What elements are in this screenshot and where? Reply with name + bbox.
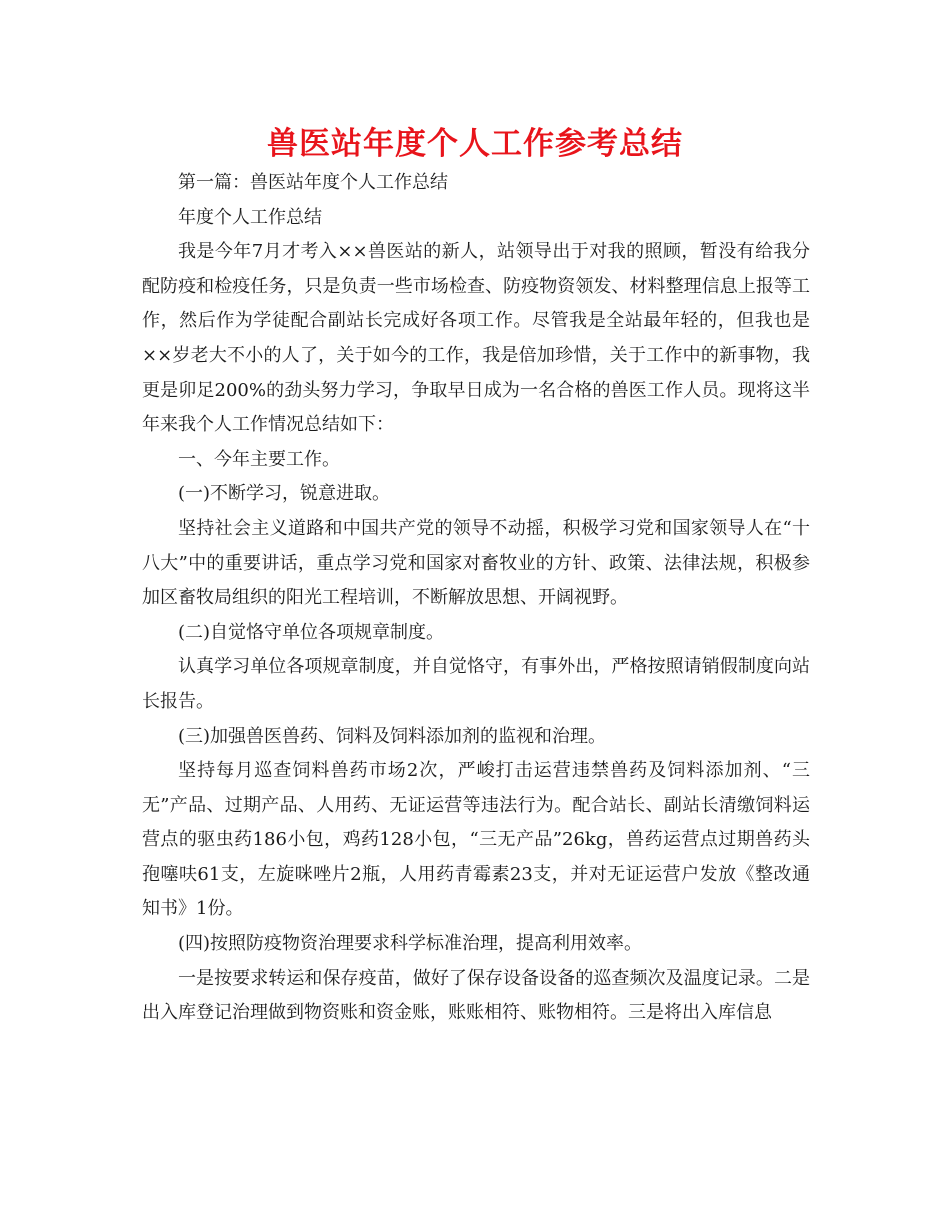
paragraph: 认真学习单位各项规章制度，并自觉恪守，有事外出，严格按照请销假制度向站长报告。 <box>142 656 810 712</box>
document-title: 兽医站年度个人工作参考总结 <box>267 126 683 162</box>
paragraph: (二)自觉恪守单位各项规章制度。 <box>178 621 445 643</box>
paragraph: (四)按照防疫物资治理要求科学标准治理，提高利用效率。 <box>178 933 643 955</box>
paragraph: 一、今年主要工作。 <box>178 448 340 470</box>
document-body <box>142 166 810 1031</box>
paragraph: 一是按要求转运和保存疫苗，做好了保存设备设备的巡查频次及温度记录。二是出入库登记治理做到物资账和资金账，账账相符、账物相符。三是将出入库信息 <box>142 967 810 1024</box>
paragraph: 坚持社会主义道路和中国共产党的领导不动摇，积极学习党和国家领导人在“十八大”中的重要讲话，重点学习党和国家对畜牧业的方针、政策、法律法规，积极参加区畜牧局组织的阳光工程培训，不断解放思想、开阔视野。 <box>142 517 810 609</box>
paragraph: (三)加强兽医兽药、饲料及饲料添加剂的监视和治理。 <box>178 725 607 747</box>
paragraph: 坚持每月巡查饲料兽药市场2次，严峻打击运营违禁兽药及饲料添加剂、“三无”产品、过期产品、人用药、无证运营等违法行为。配合站长、副站长清缴饲料运营点的驱虫药186小包，鸡药128小包，“三无产品”26kg，兽药运营点过期兽药头孢噻呋61支，左旋咪唑片2瓶，人用药青霉素23支，并对无证运营户发放《整改通知书》1份。 <box>142 760 810 920</box>
paragraph: (一)不断学习，锐意进取。 <box>178 483 391 505</box>
paragraph: 第一篇：兽医站年度个人工作总结 <box>178 172 448 193</box>
paragraph: 我是今年7月才考入××兽医站的新人，站领导出于对我的照顾，暂没有给我分配防疫和检疫任务，只是负责一些市场检查、防疫物资领发、材料整理信息上报等工作，然后作为学徒配合副站长完成好各项工作。尽管我是全站最年轻的，但我也是××岁老大不小的人了，关于如今的工作，我是倍加珍惜，关于工作中的新事物，我更是卯足200%的劲头努力学习，争取早日成为一名合格的兽医工作人员。现将这半年来我个人工作情况总结如下： <box>142 241 810 436</box>
paragraph: 年度个人工作总结 <box>178 206 322 228</box>
